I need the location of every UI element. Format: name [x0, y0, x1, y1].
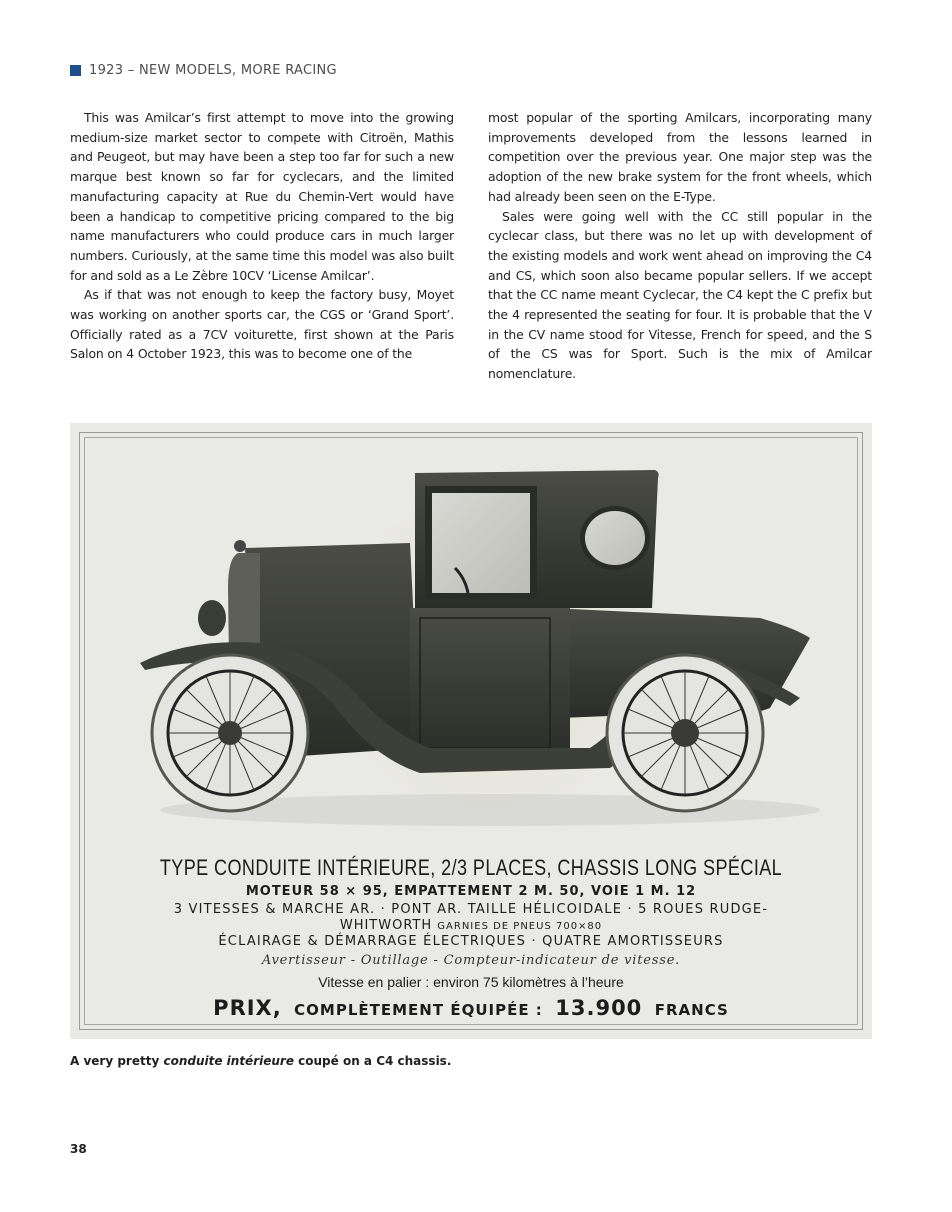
- advert-engine-line: MOTEUR 58 × 95, EMPATTEMENT 2 M. 50, VOIE 1 M. 12: [245, 884, 697, 899]
- advert-gearbox-line: 3 VITESSES & MARCHE AR. · PONT AR. TAILLE HÉLICOIDALE · 5 ROUES RUDGE-: [173, 902, 769, 917]
- paragraph: most popular of the sporting Amilcars, incorporating many improvements developed from the lessons learned in competition over the previous year. One major step was the adoption of the new brake system for the front wheels, which had already been seen on the E-Type.: [488, 110, 872, 204]
- caption-italic: conduite intérieure: [163, 1054, 294, 1068]
- advert-wheels-line: [70, 918, 872, 933]
- caption-suffix: coupé on a C4 chassis.: [293, 1054, 452, 1068]
- running-head-title: 1923 – NEW MODELS, MORE RACING: [89, 62, 337, 78]
- caption-prefix: A very pretty: [70, 1054, 164, 1068]
- advertisement-figure: [70, 423, 872, 1039]
- advert-wheels-tyres: GARNIES DE PNEUS 700×80: [437, 921, 603, 932]
- body-column-left: [70, 108, 454, 364]
- car-illustration: [120, 458, 860, 838]
- paragraph: This was Amilcar’s first attempt to move into the growing medium-size market sector to compete with Citroën, Mathis and Peugeot, but may have been a step too far for such a new marque best known so far for cyclecars, and the limited manufacturing capacity at Rue du Chemin-Vert would have been a handicap to competitive pricing compared to the big name manufacturers who could produce cars in much larger numbers. Curiously, at the same time this model was also built for and sold as a Le Zèbre 10CV ‘License Amilcar’.: [70, 110, 454, 283]
- advert-electrics-line: ÉCLAIRAGE & DÉMARRAGE ÉLECTRIQUES · QUATRE AMORTISSEURS: [218, 934, 724, 949]
- paragraph: Sales were going well with the CC still popular in the cyclecar class, but there was no let up with development of the existing models and work went ahead on improving the C4 and CS, which soon also became popular sellers. If we accept that the CC name meant Cyclecar, the C4 kept the C prefix but the 4 represented the seating for four. It is probable that the V in the CV name stood for Vitesse, French for speed, and the S of the CS was for Sport. Such is the mix of Amilcar nomenclature.: [488, 208, 872, 382]
- section-marker-icon: [70, 65, 81, 76]
- advert-price-line: [70, 996, 872, 1020]
- running-head: [70, 61, 337, 79]
- price-currency: FRANCS: [654, 1001, 729, 1019]
- advert-accessories-line: Avertisseur - Outillage - Compteur-indicateur de vitesse.: [261, 953, 681, 968]
- price-value: 13.900: [555, 996, 643, 1020]
- paragraph: As if that was not enough to keep the factory busy, Moyet was working on another sports car, the CGS or ‘Grand Sport’. Officially rated as a 7CV voiturette, first shown at the Paris Salon on 4 October 1923, this was to become one of the: [70, 287, 454, 362]
- figure-caption: [70, 1054, 451, 1068]
- advert-wheels-main: WHITWORTH: [339, 918, 433, 933]
- price-description: COMPLÈTEMENT ÉQUIPÉE :: [294, 1001, 543, 1019]
- advert-model-line: TYPE CONDUITE INTÉRIEURE, 2/3 PLACES, CHASSIS LONG SPÉCIAL: [159, 855, 783, 880]
- advert-speed-line: Vitesse en palier : environ 75 kilomètres à l’heure: [318, 974, 624, 990]
- body-column-right: [488, 108, 872, 384]
- page-number: 38: [70, 1142, 87, 1156]
- price-label: PRIX,: [213, 996, 282, 1020]
